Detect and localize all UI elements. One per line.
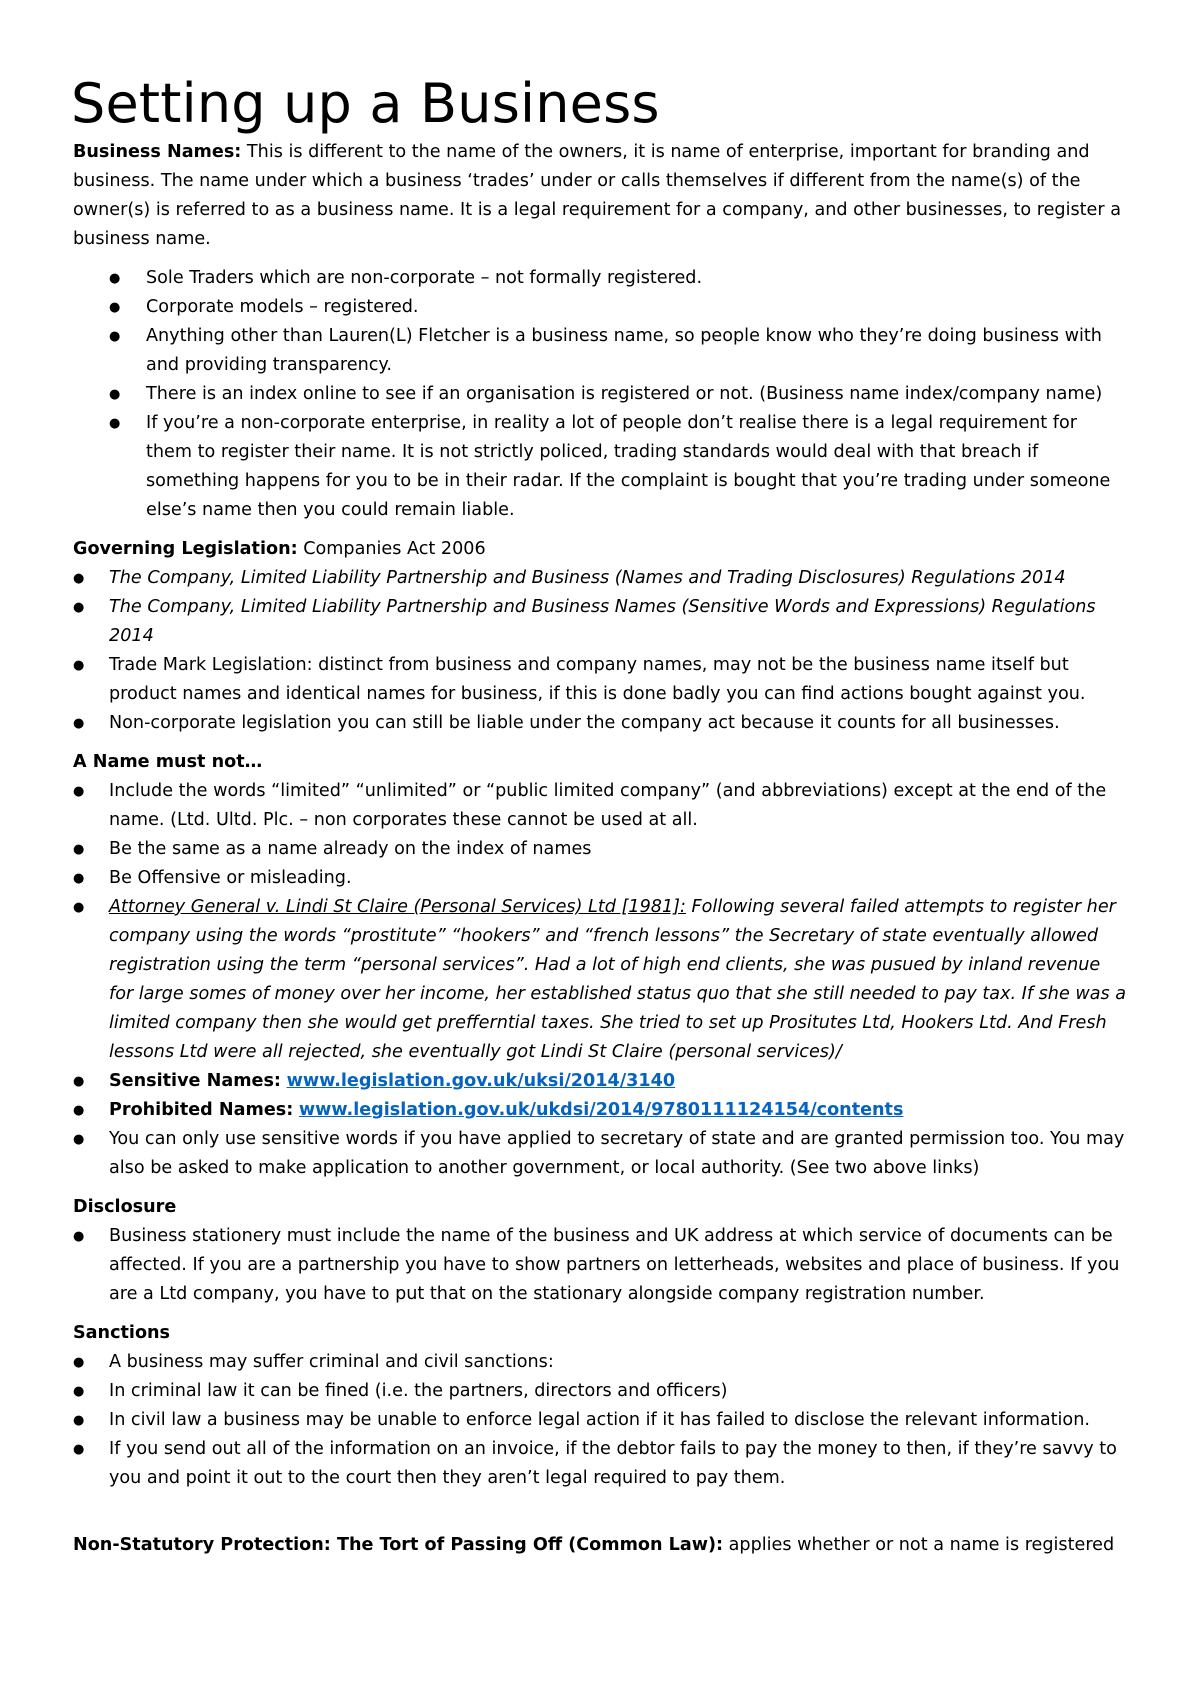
bullet-icon: ● [73,1384,85,1399]
list-item [73,651,1128,709]
list-item [73,264,1128,293]
governing-text: Companies Act 2006 [297,539,486,559]
passing-off-text: applies whether or not a name is registered [723,1535,1115,1555]
list-item [73,1125,1128,1183]
case-citation: Attorney General v. Lindi St Claire (Personal Services) Ltd [1981]: [109,897,686,917]
spacer [73,738,1128,748]
list-item-text: If you’re a non-corporate enterprise, in reality a lot of people don’t realise there is a legal requirement for them to register their name. It is not strictly policed, trading standards would deal with that breach if something happens for you to be in their radar. If the complaint is bought that you’re trading under someone else’s name then you could remain liable. [146,413,1111,520]
list-item-text: There is an index online to see if an organisation is registered or not. (Business name index/company name) [146,384,1103,404]
intro-text: This is different to the name of the owners, it is name of enterprise, important for branding and business. The name under which a business ‘trades’ under or calls themselves if different from the name(s) of the owner(s) is referred to as a business name. It is a legal requirement for a company, and other businesses, to register a business name. [73,142,1121,249]
list-item [73,1435,1128,1493]
bullet-icon: ● [73,600,85,615]
prohibited-names-label: Prohibited Names: [109,1100,294,1120]
prohibited-names-link[interactable]: www.legislation.gov.uk/ukdsi/2014/9780111124154/contents [298,1100,904,1120]
list-item [73,1096,1128,1125]
intro-bullet-list [73,264,1128,525]
bullet-icon: ● [109,329,121,344]
list-item-text: If you send out all of the information on an invoice, if the debtor fails to pay the money to then, if they’re savvy to you and point it out to the court then they aren’t legal required to pay them. [109,1439,1117,1488]
list-item-text: Trade Mark Legislation: distinct from business and company names, may not be the business name itself but product names and identical names for business, if this is done badly you can find actions bought against you. [109,655,1086,704]
list-item-text: Be the same as a name already on the index of names [109,839,592,859]
spacer [73,1493,1128,1531]
list-item [73,709,1128,738]
bullet-icon: ● [73,1229,85,1244]
governing-legislation-heading [73,535,1128,564]
list-item-text: Include the words “limited” “unlimited” or “public limited company” (and abbreviations) except at the end of the name. (Ltd. Ultd. Plc. – non corporates these cannot be used at all. [109,781,1107,830]
governing-label: Governing Legislation: [73,539,298,559]
list-item-text: In criminal law it can be fined (i.e. the partners, directors and officers) [109,1381,728,1401]
list-item-text: Be Offensive or misleading. [109,868,352,888]
sanctions-list [73,1348,1128,1493]
intro-paragraph [73,138,1128,254]
list-item [73,893,1128,1067]
case-text: Following several failed attempts to register her company using the words “prostitute” “hookers” and “french lessons” the Secretary of state eventually allowed registration using the term “personal services”. Had a lot of high end clients, she was pusued by inland revenue for large somes of money over her income, her established status quo that she still needed to pay tax. If she was a limited company then she would get prefferntial taxes. She tried to set up Prositutes Ltd, Hookers Ltd. And Fresh lessons Ltd were all rejected, she eventually got Lindi St Claire (personal services)/ [109,897,1127,1062]
bullet-icon: ● [73,900,85,915]
list-item-text: Business stationery must include the name of the business and UK address at which service of documents can be affected. If you are a partnership you have to show partners on letterheads, websites and place of business. If you are a Ltd company, you have to put that on the stationary alongside company registration number. [109,1226,1120,1304]
passing-off-paragraph [73,1531,1128,1560]
bullet-icon: ● [73,571,85,586]
list-item-text: Sole Traders which are non-corporate – not formally registered. [146,268,703,288]
business-names-label: Business Names: [73,142,242,162]
sanctions-heading: Sanctions [73,1323,171,1343]
bullet-icon: ● [109,271,121,286]
list-item [73,1377,1128,1406]
name-must-not-heading: A Name must not… [73,752,263,772]
list-item [73,1348,1128,1377]
list-item-text: A business may suffer criminal and civil sanctions: [109,1352,554,1372]
bullet-icon: ● [73,1074,85,1089]
disclosure-heading: Disclosure [73,1197,177,1217]
name-must-not-list [73,777,1128,1183]
list-item [73,864,1128,893]
bullet-icon: ● [73,1442,85,1457]
bullet-icon: ● [73,1103,85,1118]
bullet-icon: ● [73,1355,85,1370]
bullet-icon: ● [73,784,85,799]
list-item-text: Non-corporate legislation you can still be liable under the company act because it counts for all businesses. [109,713,1060,733]
passing-off-label: Non-Statutory Protection: The Tort of Passing Off (Common Law): [73,1535,724,1555]
bullet-icon: ● [73,871,85,886]
list-item [73,322,1128,380]
list-item [73,1222,1128,1309]
page-title: Setting up a Business [71,72,660,135]
bullet-icon: ● [109,300,121,315]
bullet-icon: ● [73,1132,85,1147]
list-item [73,1406,1128,1435]
list-item [73,1067,1128,1096]
bullet-icon: ● [109,416,121,431]
list-item [73,409,1128,525]
list-item-text: You can only use sensitive words if you have applied to secretary of state and are granted permission too. You may also be asked to make application to another government, or local authority. (See two above links) [109,1129,1125,1178]
list-item-text: Corporate models – registered. [146,297,419,317]
list-item-text: The Company, Limited Liability Partnership and Business (Names and Trading Disclosures) Regulations 2014 [109,568,1066,588]
governing-bullet-list [73,564,1128,738]
bullet-icon: ● [73,1413,85,1428]
disclosure-list [73,1222,1128,1309]
list-item-text: In civil law a business may be unable to enforce legal action if it has failed to disclose the relevant information. [109,1410,1090,1430]
sensitive-names-label: Sensitive Names: [109,1071,281,1091]
bullet-icon: ● [109,387,121,402]
bullet-icon: ● [73,716,85,731]
list-item [73,380,1128,409]
list-item [73,777,1128,835]
list-item [73,593,1128,651]
bullet-icon: ● [73,658,85,673]
list-item-text: Anything other than Lauren(L) Fletcher is a business name, so people know who they’re doing business with and providing transparency. [146,326,1102,375]
bullet-icon: ● [73,842,85,857]
list-item-text: The Company, Limited Liability Partnership and Business Names (Sensitive Words and Expressions) Regulations 2014 [109,597,1096,646]
spacer [73,1309,1128,1319]
spacer [73,1183,1128,1193]
list-item [73,835,1128,864]
list-item [73,564,1128,593]
list-item [73,293,1128,322]
sensitive-names-link[interactable]: www.legislation.gov.uk/uksi/2014/3140 [286,1071,676,1091]
